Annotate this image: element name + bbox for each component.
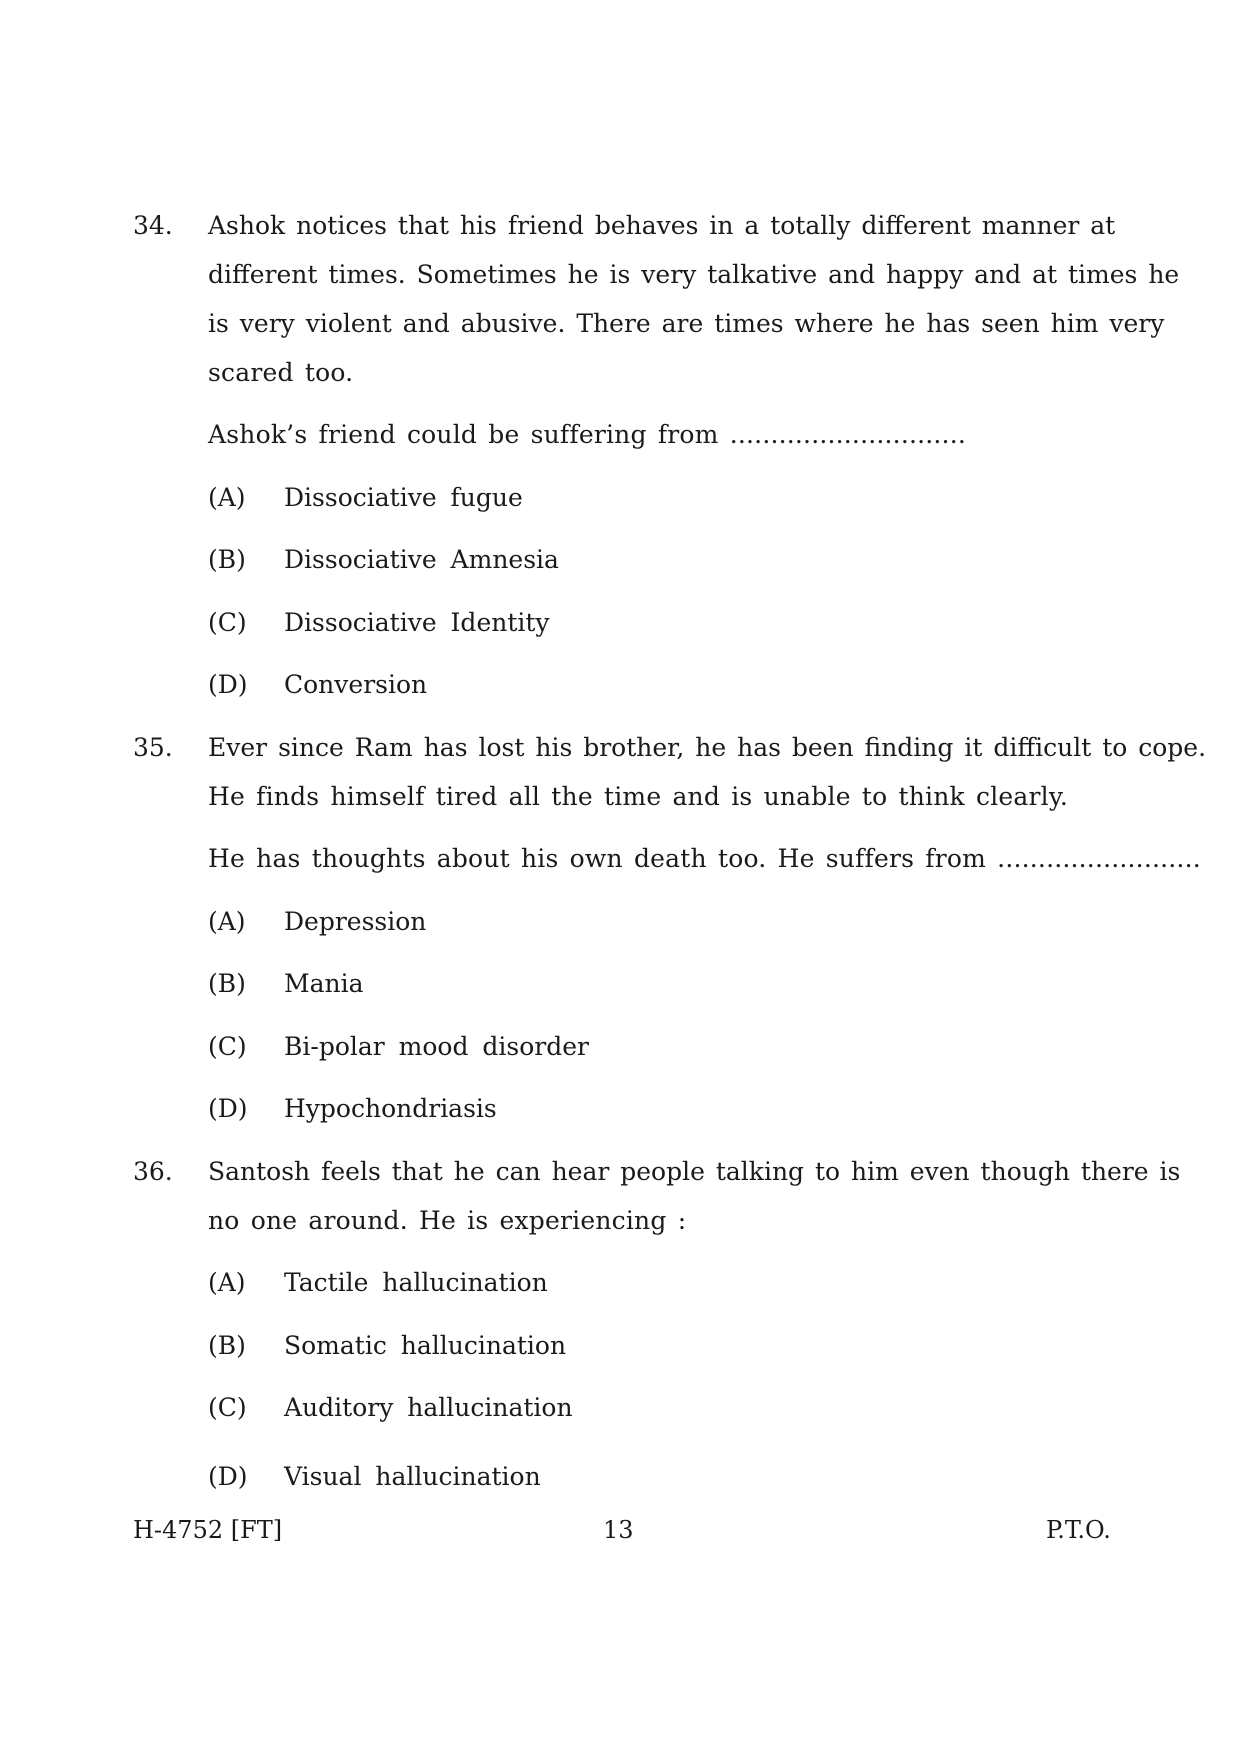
- option-label: (B): [208, 1331, 246, 1360]
- option-text: Dissociative fugue: [284, 483, 523, 512]
- option-text: Mania: [284, 969, 364, 998]
- question-prompt: Ashok’s friend could be suffering from .............................: [208, 420, 966, 449]
- question-line: Santosh feels that he can hear people talking to him even though there is: [208, 1157, 1181, 1186]
- pto-label: P.T.O.: [1046, 1516, 1111, 1544]
- question-line: different times. Sometimes he is very talkative and happy and at times he: [208, 260, 1180, 289]
- option-text: Somatic hallucination: [284, 1331, 567, 1360]
- question-line: He finds himself tired all the time and is unable to think clearly.: [208, 782, 1069, 811]
- question-line: no one around. He is experiencing :: [208, 1206, 687, 1235]
- option-text: Dissociative Amnesia: [284, 545, 559, 574]
- option-label: (B): [208, 969, 246, 998]
- paper-code: H-4752 [FT]: [133, 1516, 283, 1544]
- question-line: Ever since Ram has lost his brother, he has been finding it difficult to cope.: [208, 733, 1207, 762]
- question-number: 35.: [133, 733, 173, 762]
- option-label: (A): [208, 1268, 246, 1297]
- option-text: Dissociative Identity: [284, 608, 550, 637]
- option-label: (C): [208, 608, 247, 637]
- option-text: Tactile hallucination: [284, 1268, 548, 1297]
- option-label: (C): [208, 1032, 247, 1061]
- question-number: 36.: [133, 1157, 173, 1186]
- page-number: 13: [603, 1516, 634, 1544]
- option-label: (A): [208, 907, 246, 936]
- option-label: (B): [208, 545, 246, 574]
- option-label: (D): [208, 1094, 248, 1123]
- option-text: Visual hallucination: [284, 1462, 541, 1491]
- option-label: (C): [208, 1393, 247, 1422]
- option-text: Hypochondriasis: [284, 1094, 497, 1123]
- option-text: Conversion: [284, 670, 428, 699]
- question-line: scared too.: [208, 358, 354, 387]
- question-line: is very violent and abusive. There are times where he has seen him very: [208, 309, 1165, 338]
- option-label: (D): [208, 670, 248, 699]
- question-prompt: He has thoughts about his own death too. He suffers from .........................: [208, 844, 1201, 873]
- option-text: Auditory hallucination: [284, 1393, 573, 1422]
- option-text: Depression: [284, 907, 427, 936]
- question-line: Ashok notices that his friend behaves in a totally different manner at: [208, 211, 1116, 240]
- option-text: Bi-polar mood disorder: [284, 1032, 590, 1061]
- option-label: (A): [208, 483, 246, 512]
- option-label: (D): [208, 1462, 248, 1491]
- question-number: 34.: [133, 211, 173, 240]
